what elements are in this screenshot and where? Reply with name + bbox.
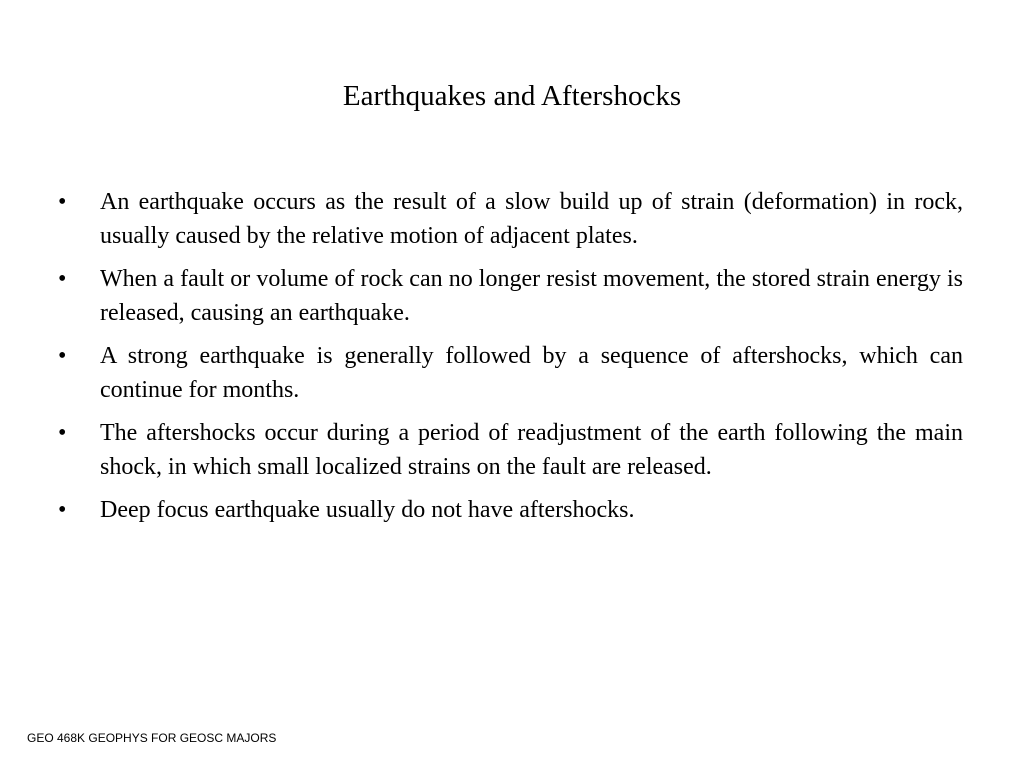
bullet-text: A strong earthquake is generally followed by a sequence of aftershocks, which can continue for months. [100, 343, 963, 403]
bullet-item [58, 185, 963, 253]
bullet-text: Deep focus earthquake usually do not have aftershocks. [100, 497, 635, 523]
slide-title: Earthquakes and Aftershocks [342, 80, 682, 112]
bullet-item [58, 262, 963, 330]
bullet-text: The aftershocks occur during a period of readjustment of the earth following the main shock, in which small localized strains on the fault are released. [100, 420, 963, 480]
bullet-icon: • [58, 343, 67, 369]
bullet-icon: • [58, 497, 67, 523]
bullet-list [58, 185, 963, 536]
bullet-text: An earthquake occurs as the result of a slow build up of strain (deformation) in rock, usually caused by the relative motion of adjacent plates. [100, 189, 963, 249]
bullet-icon: • [58, 420, 67, 446]
bullet-icon: • [58, 189, 67, 215]
bullet-icon: • [58, 266, 67, 292]
bullet-text: When a fault or volume of rock can no longer resist movement, the stored strain energy is released, causing an earthquake. [100, 266, 963, 326]
slide-footer: GEO 468K GEOPHYS FOR GEOSC MAJORS [27, 731, 277, 745]
bullet-item [58, 416, 963, 484]
bullet-item [58, 493, 963, 527]
bullet-item [58, 339, 963, 407]
